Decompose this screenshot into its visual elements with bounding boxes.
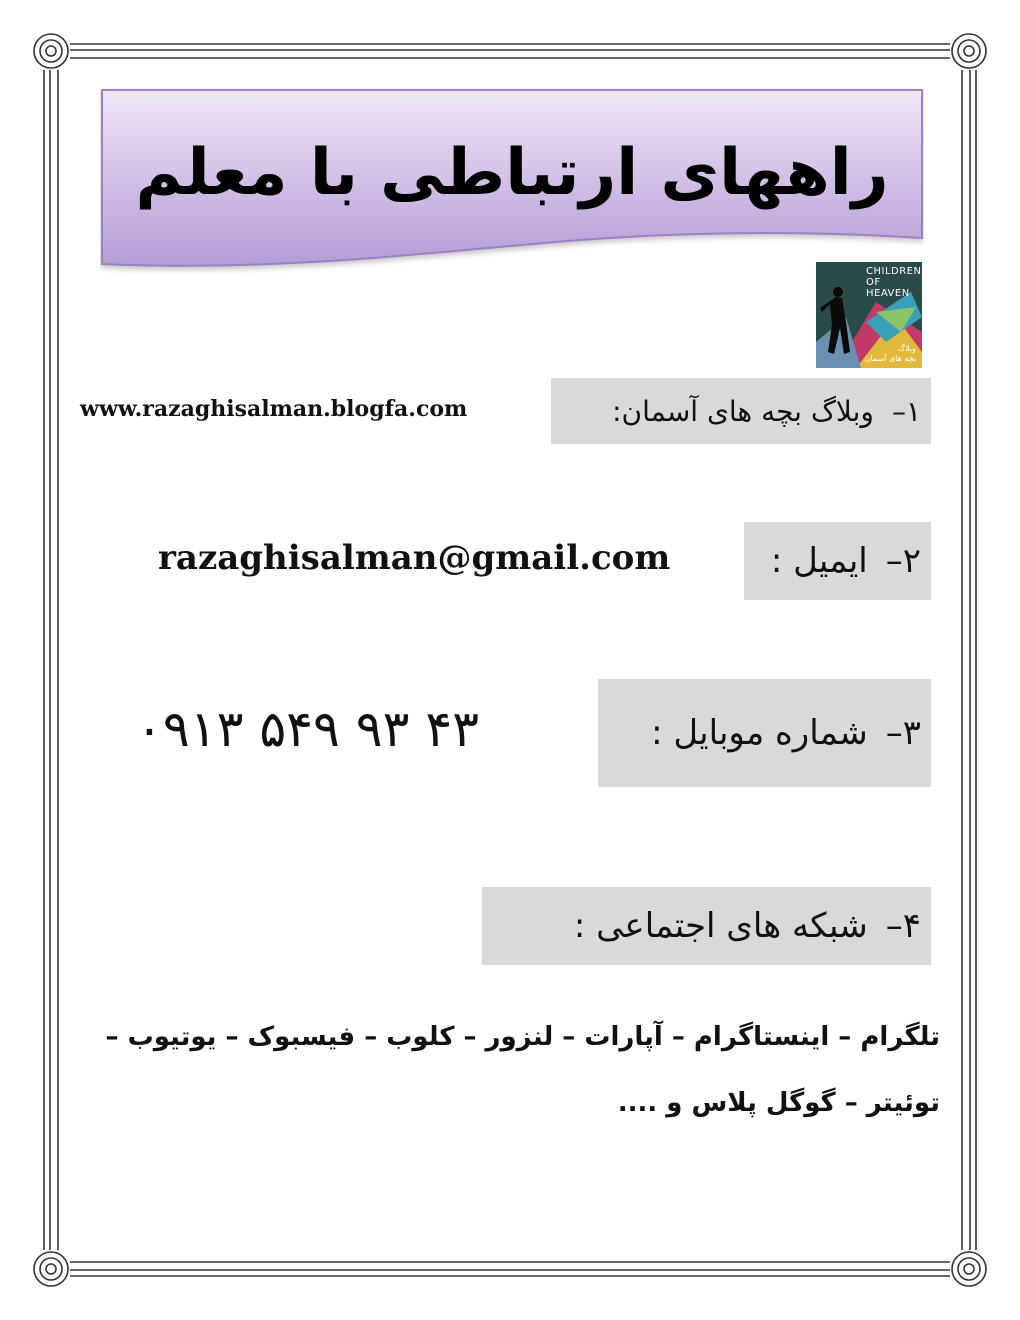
logo-fa-line1: وبلاگ: [897, 344, 916, 353]
logo-english-text: [866, 266, 922, 299]
email-address-link[interactable]: razaghisalman@gmail.com: [158, 538, 671, 578]
email-label: ایمیل :: [770, 541, 868, 581]
mobile-number: ۰۹۱۳ ۵۴۹ ۹۳ ۴۳: [136, 700, 480, 758]
title-banner: [100, 88, 924, 274]
mobile-label-box: [598, 679, 931, 787]
logo-en-line2: OF HEAVEN: [866, 277, 910, 299]
blog-url-link[interactable]: www.razaghisalman.blogfa.com: [80, 396, 468, 422]
blog-label: وبلاگ بچه های آسمان:: [612, 394, 874, 428]
item-number: ۳–: [885, 713, 921, 753]
social-networks-line-1: تلگرام – اینستاگرام – آپارات – لنزور – کلوب – فیسبوک – یوتیوب –: [105, 1022, 940, 1052]
page-title: راههای ارتباطی با معلم: [135, 136, 889, 210]
social-label-box: [482, 887, 931, 965]
social-label: شبکه های اجتماعی :: [573, 906, 868, 946]
blog-label-box: [551, 378, 931, 444]
social-networks-line-2: توئیتر – گوگل پلاس و ....: [617, 1088, 940, 1118]
logo-fa-line2: بچه های آسمان: [864, 354, 916, 363]
mobile-label: شماره موبایل :: [651, 713, 868, 753]
email-label-box: [744, 522, 931, 600]
item-number: ۱–: [891, 394, 921, 428]
item-number: ۴–: [885, 906, 921, 946]
logo-en-line1: CHILDREN: [866, 266, 922, 277]
blog-logo: [816, 262, 922, 368]
logo-persian-text: [864, 344, 916, 364]
item-number: ۲–: [885, 541, 921, 581]
